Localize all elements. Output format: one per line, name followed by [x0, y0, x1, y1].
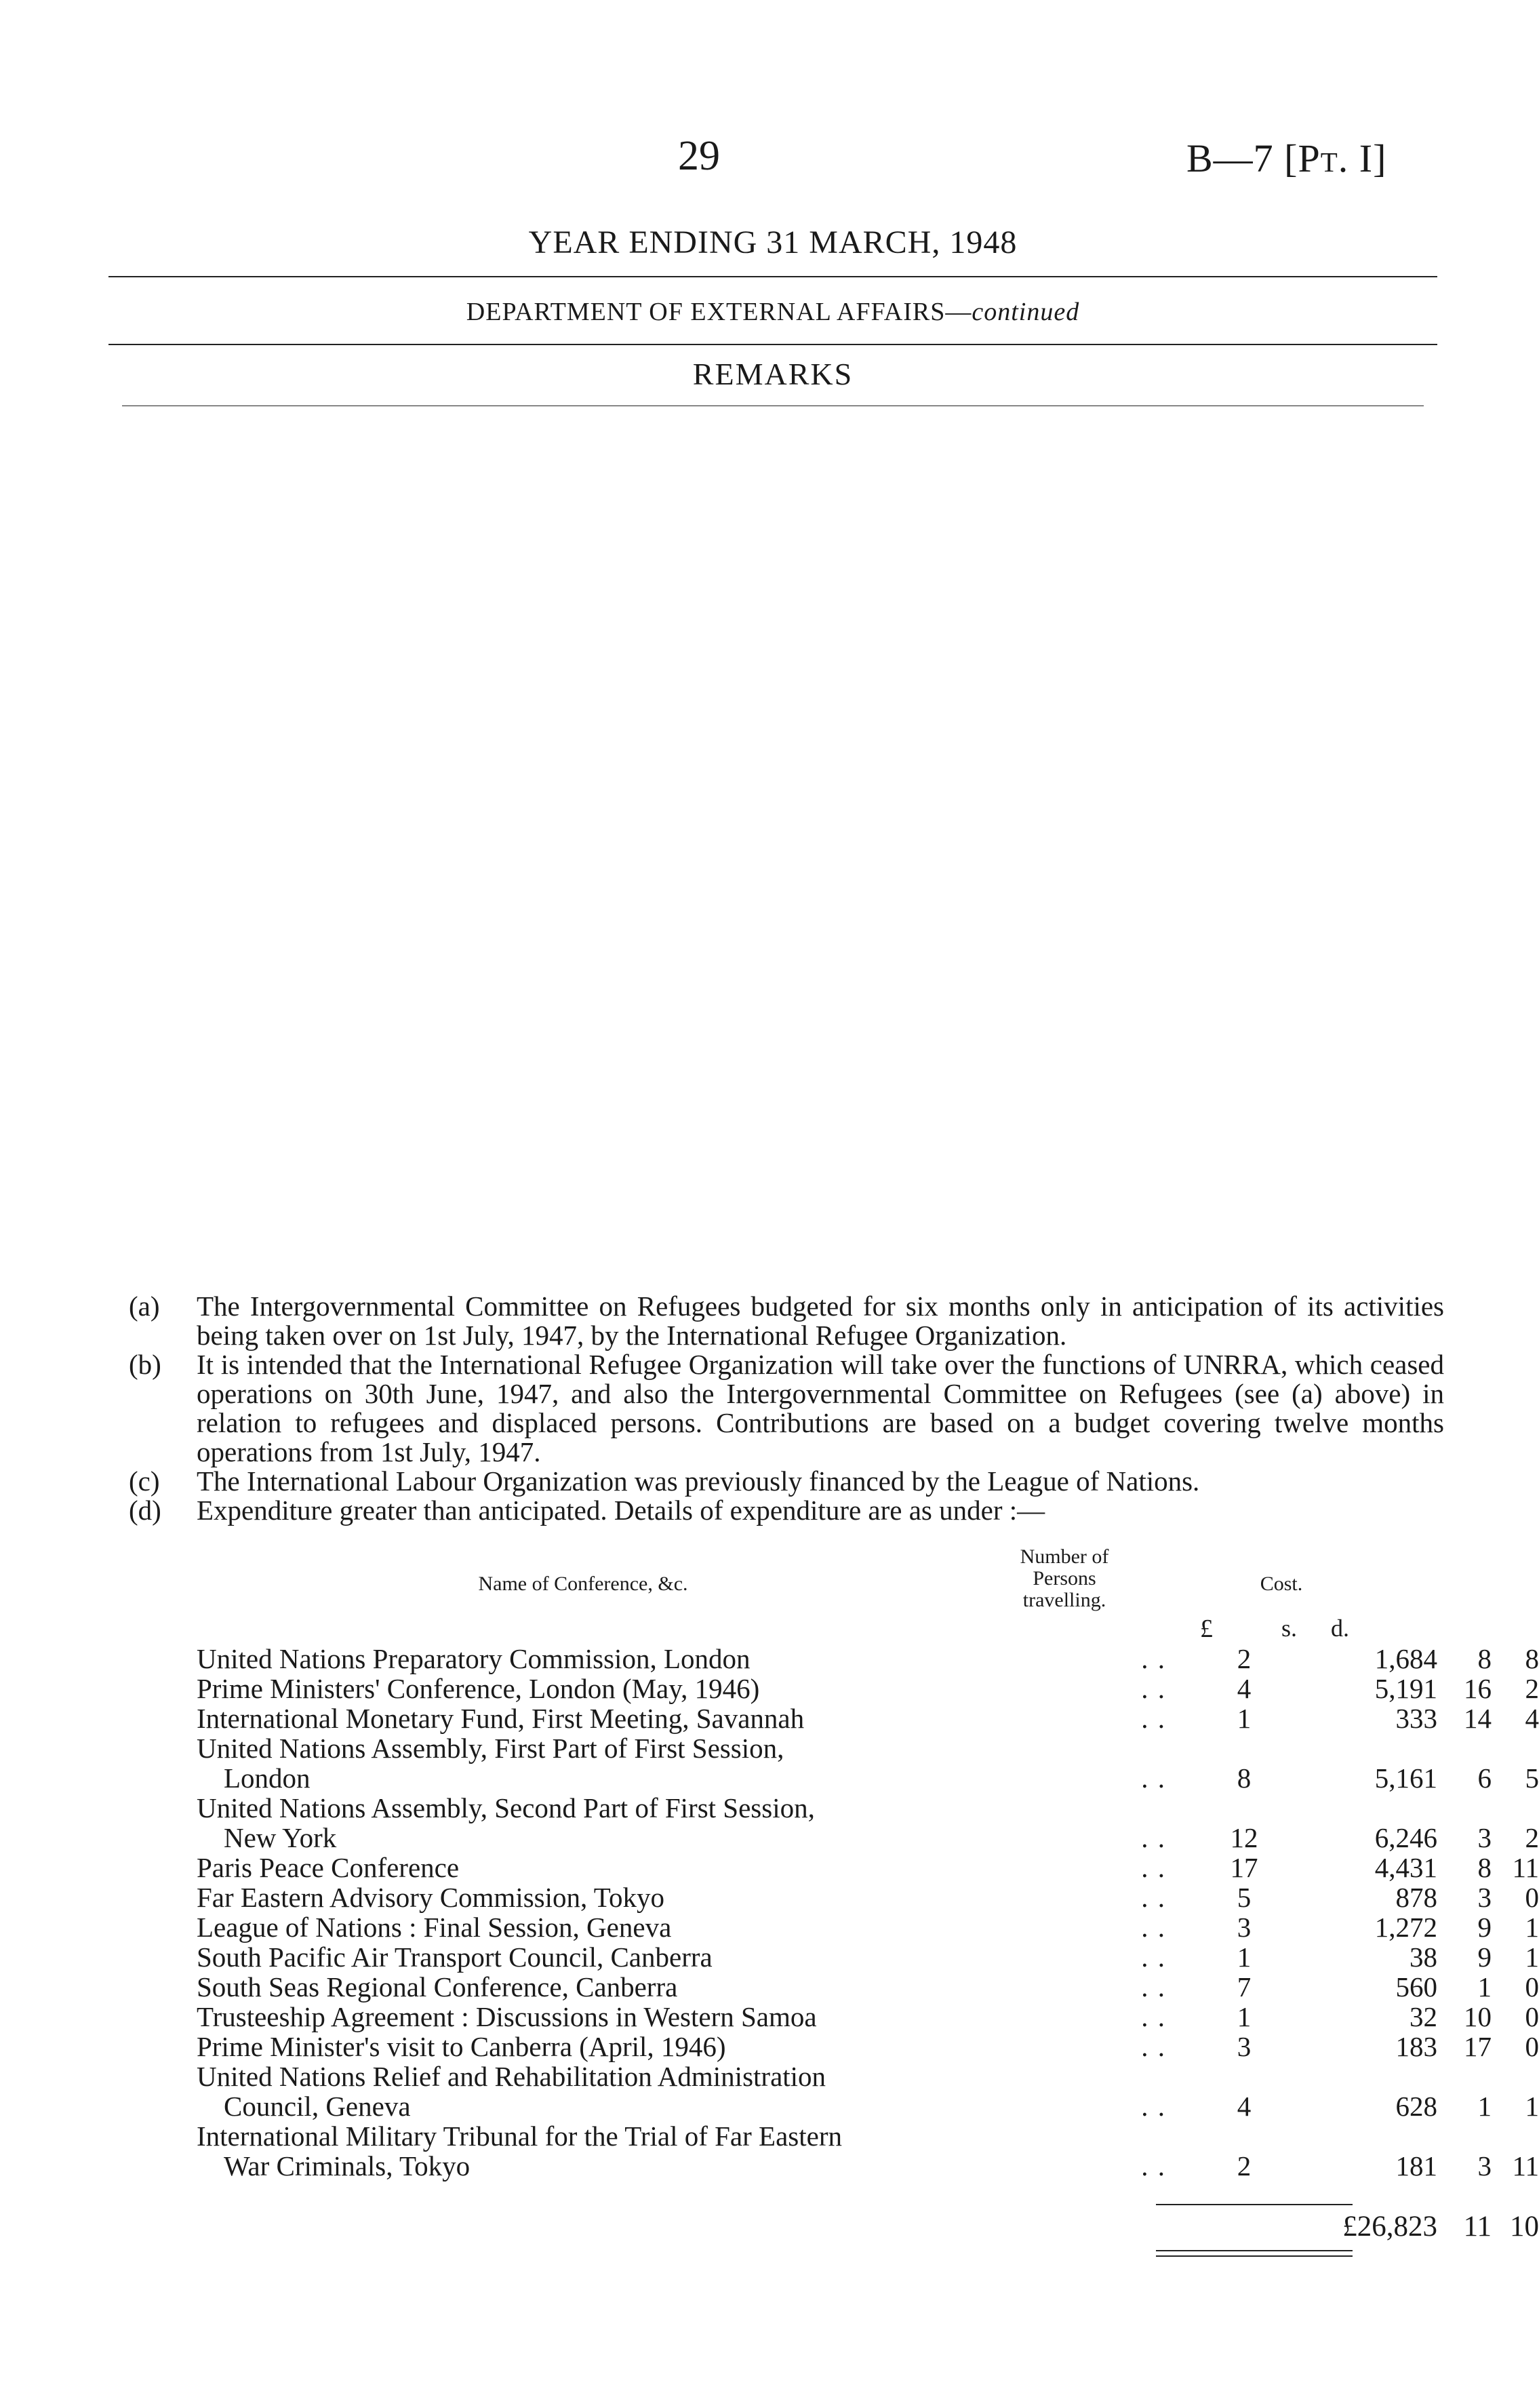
total-rule-top: [1156, 2204, 1353, 2205]
note-text: Expenditure greater than anticipated. Details of expenditure are as under :—: [197, 1495, 1045, 1526]
total-pounds: £26,823: [1342, 2211, 1437, 2243]
unit-pounds: £: [1200, 1615, 1213, 1643]
table-row: [197, 2150, 1539, 2182]
cost-pounds: 5,161: [1374, 1762, 1437, 1794]
column-header-persons-line3: travelling.: [1022, 1589, 1106, 1611]
cost-shillings: 1: [1477, 2091, 1492, 2122]
table-row: [197, 1762, 1539, 1794]
table-row: [197, 1971, 1539, 2002]
conference-name: Prime Ministers' Conference, London (May, 1946): [197, 1673, 760, 1704]
note-text: The Intergovernmental Committee on Refugees budgeted for six months only in anticipation of its activities being taken over on 1st July, 1947, by the International Refugee Organization.: [197, 1290, 1444, 1351]
conference-name: South Seas Regional Conference, Canberra: [197, 1971, 678, 2002]
note-a: [129, 1292, 1444, 1350]
cost-pounds: 1,684: [1374, 1643, 1437, 1674]
cost-shillings: 8: [1477, 1852, 1492, 1883]
total-rule-double-2: [1156, 2255, 1353, 2257]
column-header-cost: Cost.: [1260, 1573, 1303, 1595]
persons-count: 2: [1237, 2150, 1252, 2182]
persons-count: 4: [1237, 2091, 1252, 2122]
leader-dots: . .: [1141, 1941, 1166, 1973]
cost-pounds: 6,246: [1374, 1822, 1437, 1853]
unit-pence: d.: [1331, 1615, 1349, 1642]
leader-dots: . .: [1141, 2150, 1166, 2182]
persons-count: 12: [1230, 1822, 1258, 1853]
table-row: [197, 2091, 1539, 2122]
cost-pence: 11: [1512, 1852, 1539, 1883]
persons-count: 8: [1237, 1762, 1252, 1794]
persons-count: 3: [1237, 1912, 1252, 1943]
cost-shillings: 16: [1464, 1673, 1492, 1704]
total-pence: 10: [1510, 2211, 1539, 2243]
conference-name: Trusteeship Agreement : Discussions in Western Samoa: [197, 2001, 817, 2032]
column-header-persons: [990, 1546, 1139, 1611]
remarks-notes: [129, 1292, 1444, 1525]
note-d: [129, 1496, 1444, 1525]
cost-shillings: 8: [1477, 1643, 1492, 1674]
cost-pounds: 183: [1395, 2031, 1437, 2062]
page-number: 29: [678, 133, 720, 179]
table-row-line1: [197, 2061, 1363, 2091]
table-row: [197, 1941, 1539, 1973]
cost-pounds: 5,191: [1374, 1673, 1437, 1704]
ref-suffix: ]: [1373, 136, 1387, 180]
conference-name: Council, Geneva: [224, 2091, 411, 2122]
conference-name: International Monetary Fund, First Meeting, Savannah: [197, 1703, 805, 1734]
persons-count: 5: [1237, 1882, 1252, 1913]
table-row-line1: [197, 1733, 1363, 1763]
cost-shillings: 9: [1477, 1912, 1492, 1943]
cost-pence: 0: [1525, 2001, 1539, 2032]
persons-count: 1: [1237, 1941, 1252, 1973]
cost-pounds: 4,431: [1374, 1852, 1437, 1883]
conference-name: United Nations Preparatory Commission, London: [197, 1643, 751, 1674]
cost-shillings: 14: [1464, 1703, 1492, 1734]
cost-shillings: 9: [1477, 1941, 1492, 1973]
cost-shillings: 3: [1477, 2150, 1492, 2182]
cost-pence: 11: [1512, 2150, 1539, 2182]
conference-name: United Nations Relief and Rehabilitation Administration: [197, 2061, 826, 2092]
conference-name: League of Nations : Final Session, Geneva: [197, 1912, 672, 1943]
leader-dots: . .: [1141, 2001, 1166, 2032]
cost-pence: 1: [1525, 1941, 1539, 1973]
cost-pounds: 32: [1410, 2001, 1437, 2032]
conference-name: Far Eastern Advisory Commission, Tokyo: [197, 1882, 664, 1913]
cost-pence: 0: [1525, 1971, 1539, 2002]
table-row-line1: [197, 1793, 1363, 1823]
cost-pence: 2: [1525, 1673, 1539, 1704]
note-label: (b): [129, 1349, 161, 1380]
cost-pounds: 628: [1395, 2091, 1437, 2122]
department-continued: continued: [972, 298, 1080, 326]
cost-shillings: 3: [1477, 1882, 1492, 1913]
department-rule: [108, 344, 1437, 345]
cost-pounds: 560: [1395, 1971, 1437, 2002]
department-heading: [108, 297, 1437, 327]
title-rule: [108, 276, 1437, 277]
cost-pounds: 878: [1395, 1882, 1437, 1913]
cost-pence: 1: [1525, 2091, 1539, 2122]
note-text: The International Labour Organization was previously financed by the League of Nations.: [197, 1465, 1200, 1497]
cost-pounds: 1,272: [1374, 1912, 1437, 1943]
ref-prefix: B—7 [: [1186, 136, 1298, 180]
cost-shillings: 10: [1464, 2001, 1492, 2032]
total-rule-double-1: [1156, 2250, 1353, 2251]
persons-count: 7: [1237, 1971, 1252, 2002]
leader-dots: . .: [1141, 1912, 1166, 1943]
table-row: [197, 1643, 1539, 1674]
conference-name: Prime Minister's visit to Canberra (April, 1946): [197, 2031, 726, 2062]
leader-dots: . .: [1141, 1882, 1166, 1913]
leader-dots: . .: [1141, 1852, 1166, 1883]
cost-pounds: 38: [1410, 1941, 1437, 1973]
table-row: [197, 2031, 1539, 2062]
conference-name: War Criminals, Tokyo: [224, 2150, 471, 2182]
conference-name: United Nations Assembly, Second Part of First Session,: [197, 1792, 815, 1823]
table-row: [197, 1912, 1539, 1943]
cost-shillings: 1: [1477, 1971, 1492, 2002]
conference-name: United Nations Assembly, First Part of First Session,: [197, 1733, 784, 1764]
note-b: [129, 1350, 1444, 1467]
leader-dots: . .: [1141, 1762, 1166, 1794]
page-title: YEAR ENDING 31 MARCH, 1948: [528, 224, 1018, 260]
cost-shillings: 17: [1464, 2031, 1492, 2062]
persons-count: 4: [1237, 1673, 1252, 1704]
cost-pence: 0: [1525, 1882, 1539, 1913]
note-c: [129, 1467, 1444, 1496]
column-header-persons-line2: Persons: [1033, 1567, 1096, 1590]
persons-count: 3: [1237, 2031, 1252, 2062]
ref-part: Pt. I: [1298, 136, 1374, 180]
leader-dots: . .: [1141, 1643, 1166, 1674]
leader-dots: . .: [1141, 1673, 1166, 1704]
persons-count: 17: [1230, 1852, 1258, 1883]
table-row: [197, 1703, 1539, 1734]
table-row: [197, 1673, 1539, 1704]
leader-dots: . .: [1141, 1703, 1166, 1734]
conference-name: International Military Tribunal for the Trial of Far Eastern: [197, 2120, 842, 2152]
table-row: [197, 2001, 1539, 2032]
column-header-persons-line1: Number of: [1020, 1545, 1109, 1568]
cost-pence: 8: [1525, 1643, 1539, 1674]
persons-count: 1: [1237, 1703, 1252, 1734]
persons-count: 1: [1237, 2001, 1252, 2032]
leader-dots: . .: [1141, 1971, 1166, 2002]
leader-dots: . .: [1141, 2091, 1166, 2122]
persons-count: 2: [1237, 1643, 1252, 1674]
conference-name: Paris Peace Conference: [197, 1852, 460, 1883]
conference-name: South Pacific Air Transport Council, Canberra: [197, 1941, 713, 1973]
cost-pounds: 333: [1395, 1703, 1437, 1734]
conference-name: New York: [224, 1822, 337, 1853]
note-label: (d): [129, 1495, 161, 1526]
cost-pounds: 181: [1395, 2150, 1437, 2182]
document-reference: [1186, 136, 1386, 181]
table-row: [197, 1822, 1539, 1853]
note-label: (a): [129, 1290, 160, 1322]
cost-pence: 5: [1525, 1762, 1539, 1794]
leader-dots: . .: [1141, 2031, 1166, 2062]
section-heading: REMARKS: [692, 357, 854, 391]
cost-pence: 0: [1525, 2031, 1539, 2062]
cost-shillings: 3: [1477, 1822, 1492, 1853]
unit-shillings: s.: [1281, 1615, 1298, 1642]
note-text: It is intended that the International Refugee Organization will take over the functions of UNRRA, which ceased operations on 30th June, 1947, and also the Intergovernmental Committee on Refugees (see (a) above) in relation to refugees and displaced persons. Contributions are based on a budget covering twelve months operations from 1st July, 1947.: [197, 1349, 1444, 1467]
cost-pence: 4: [1525, 1703, 1539, 1734]
column-header-name: Name of Conference, &c.: [478, 1573, 688, 1595]
table-row-line1: [197, 2121, 1363, 2151]
leader-dots: . .: [1141, 1822, 1166, 1853]
conference-name: London: [224, 1762, 311, 1794]
table-row: [197, 1852, 1539, 1883]
department-name: DEPARTMENT OF EXTERNAL AFFAIRS—: [466, 298, 972, 326]
cost-pence: 1: [1525, 1912, 1539, 1943]
table-row: [197, 1882, 1539, 1913]
note-label: (c): [129, 1465, 160, 1497]
cost-pence: 2: [1525, 1822, 1539, 1853]
total-shillings: 11: [1463, 2211, 1492, 2243]
total-row: [197, 2211, 1539, 2243]
cost-shillings: 6: [1477, 1762, 1492, 1794]
